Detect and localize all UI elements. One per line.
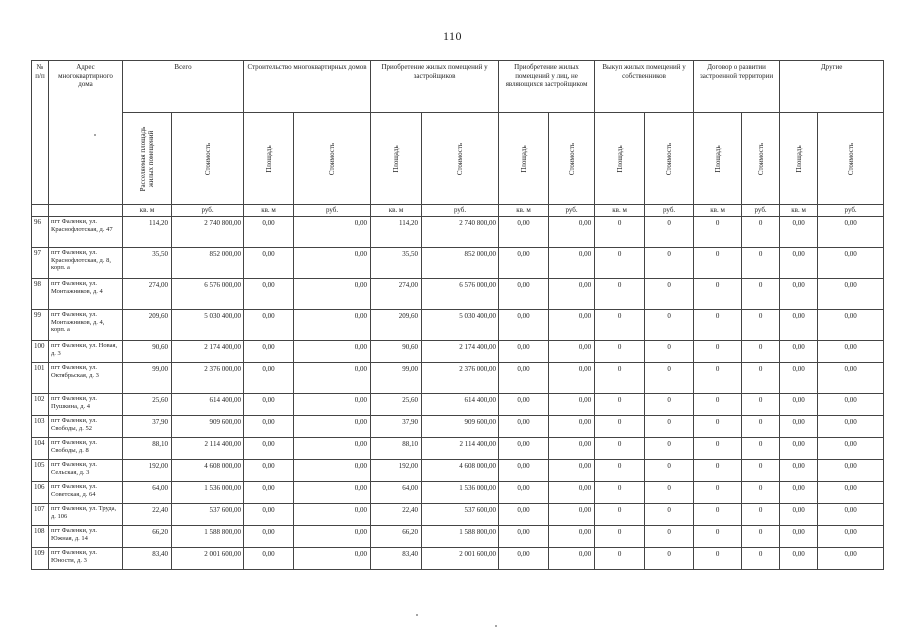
unit-label: руб. xyxy=(172,205,244,217)
subheader-cost-label: Стоимость xyxy=(456,142,465,175)
unit-label: руб. xyxy=(549,205,595,217)
row-value: 0,00 xyxy=(294,310,371,341)
row-value: 1 588 800,00 xyxy=(422,526,499,548)
row-value: 22,40 xyxy=(371,504,422,526)
row-address: пгт Фаленки, ул. Свободы, д. 8 xyxy=(49,438,123,460)
table-row xyxy=(32,341,884,363)
row-address: пгт Фаленки, ул. Юности, д. 3 xyxy=(49,548,123,570)
row-value: 0 xyxy=(694,548,742,570)
header-group: Строительство многоквартирных домов xyxy=(244,61,371,113)
row-value: 0,00 xyxy=(244,279,294,310)
row-value: 0,00 xyxy=(499,248,549,279)
row-value: 0,00 xyxy=(244,416,294,438)
header-group: Другие xyxy=(780,61,884,113)
row-area-total: 99,00 xyxy=(123,363,172,394)
row-value: 0,00 xyxy=(499,548,549,570)
row-value: 0 xyxy=(742,363,780,394)
row-value: 0 xyxy=(694,460,742,482)
subheader-area-label: Площадь xyxy=(794,144,803,173)
row-value: 0,00 xyxy=(818,363,884,394)
row-value: 0,00 xyxy=(549,416,595,438)
row-value: 88,10 xyxy=(371,438,422,460)
row-value: 0,00 xyxy=(818,504,884,526)
subheader-cost xyxy=(742,113,780,205)
row-value: 0,00 xyxy=(818,248,884,279)
row-value: 66,20 xyxy=(371,526,422,548)
row-value: 0 xyxy=(742,217,780,248)
row-value: 0,00 xyxy=(294,548,371,570)
unit-label: кв. м xyxy=(780,205,818,217)
subheader-area xyxy=(595,113,645,205)
row-value: 0,00 xyxy=(294,438,371,460)
row-value: 0 xyxy=(742,438,780,460)
row-value: 0,00 xyxy=(780,248,818,279)
row-value: 0 xyxy=(645,279,694,310)
row-value: 0 xyxy=(742,526,780,548)
row-number: 97 xyxy=(32,248,49,279)
row-value: 0,00 xyxy=(780,394,818,416)
row-number: 105 xyxy=(32,460,49,482)
row-value: 0,00 xyxy=(499,363,549,394)
table-row xyxy=(32,438,884,460)
row-value: 537 600,00 xyxy=(422,504,499,526)
row-value: 4 608 000,00 xyxy=(422,460,499,482)
row-address: пгт Фаленки, ул. Краснофлотская, д. 47 xyxy=(49,217,123,248)
row-value: 37,90 xyxy=(371,416,422,438)
row-value: 0,00 xyxy=(499,526,549,548)
row-number: 98 xyxy=(32,279,49,310)
row-value: 0 xyxy=(645,394,694,416)
table-row xyxy=(32,279,884,310)
row-value: 0 xyxy=(694,394,742,416)
row-value: 0,00 xyxy=(818,526,884,548)
row-value: 0 xyxy=(645,504,694,526)
table-row xyxy=(32,217,884,248)
row-value: 0,00 xyxy=(818,460,884,482)
row-address: пгт Фаленки, ул. Советская, д. 64 xyxy=(49,482,123,504)
row-value: 0 xyxy=(742,279,780,310)
row-value: 0,00 xyxy=(499,279,549,310)
row-value: 0,00 xyxy=(499,482,549,504)
header-address: Адрес многоквартирного дома xyxy=(49,61,123,205)
subheader-cost xyxy=(645,113,694,205)
row-value: 0,00 xyxy=(549,341,595,363)
row-value: 0,00 xyxy=(549,548,595,570)
header-group: Приобретение жилых помещений у застройщиков xyxy=(371,61,499,113)
subheader-area xyxy=(123,113,172,205)
row-cost-total: 1 588 800,00 xyxy=(172,526,244,548)
unit-label: кв. м xyxy=(694,205,742,217)
row-value: 0,00 xyxy=(244,363,294,394)
subheader-cost-label: Стоимость xyxy=(846,142,855,175)
row-value: 0 xyxy=(645,416,694,438)
row-value: 0 xyxy=(595,217,645,248)
row-value: 0,00 xyxy=(549,504,595,526)
row-value: 0,00 xyxy=(244,341,294,363)
row-value: 0 xyxy=(694,438,742,460)
row-value: 0 xyxy=(742,548,780,570)
row-address: пгт Фаленки, ул. Краснофлотская, д. 8, корп. а xyxy=(49,248,123,279)
row-value: 0 xyxy=(742,341,780,363)
row-value: 0,00 xyxy=(818,217,884,248)
row-value: 0,00 xyxy=(244,526,294,548)
subheader-cost xyxy=(422,113,499,205)
row-value: 0,00 xyxy=(780,341,818,363)
row-area-total: 209,60 xyxy=(123,310,172,341)
row-value: 0 xyxy=(694,416,742,438)
row-value: 0,00 xyxy=(499,460,549,482)
row-value: 0 xyxy=(742,482,780,504)
subheader-cost-label: Стоимость xyxy=(328,142,337,175)
row-value: 0,00 xyxy=(294,460,371,482)
row-value: 0,00 xyxy=(780,438,818,460)
row-value: 0,00 xyxy=(549,394,595,416)
row-number: 106 xyxy=(32,482,49,504)
row-cost-total: 537 600,00 xyxy=(172,504,244,526)
row-value: 0,00 xyxy=(294,279,371,310)
row-value: 0,00 xyxy=(780,482,818,504)
row-value: 0 xyxy=(595,310,645,341)
row-number: 100 xyxy=(32,341,49,363)
subheader-area-label: Площадь xyxy=(392,144,401,173)
row-value: 0 xyxy=(694,363,742,394)
table-row xyxy=(32,482,884,504)
row-value: 614 400,00 xyxy=(422,394,499,416)
row-value: 0 xyxy=(595,504,645,526)
row-value: 0,00 xyxy=(818,482,884,504)
row-area-total: 114,20 xyxy=(123,217,172,248)
unit-label: руб. xyxy=(742,205,780,217)
row-value: 0 xyxy=(694,526,742,548)
row-value: 0,00 xyxy=(244,548,294,570)
subheader-area-label: Площадь xyxy=(519,144,528,173)
row-value: 2 114 400,00 xyxy=(422,438,499,460)
table-row xyxy=(32,248,884,279)
row-value: 0,00 xyxy=(818,279,884,310)
row-value: 0 xyxy=(645,341,694,363)
unit-label: руб. xyxy=(818,205,884,217)
row-value: 0,00 xyxy=(294,504,371,526)
row-value: 0,00 xyxy=(818,416,884,438)
row-value: 0,00 xyxy=(818,394,884,416)
row-value: 0,00 xyxy=(499,341,549,363)
row-value: 114,20 xyxy=(371,217,422,248)
row-number: 99 xyxy=(32,310,49,341)
row-cost-total: 2 114 400,00 xyxy=(172,438,244,460)
row-value: 0 xyxy=(645,217,694,248)
row-cost-total: 1 536 000,00 xyxy=(172,482,244,504)
row-value: 0,00 xyxy=(499,504,549,526)
row-area-total: 64,00 xyxy=(123,482,172,504)
row-value: 35,50 xyxy=(371,248,422,279)
row-area-total: 35,50 xyxy=(123,248,172,279)
subheader-area xyxy=(499,113,549,205)
row-value: 0,00 xyxy=(244,438,294,460)
row-value: 0,00 xyxy=(549,438,595,460)
row-value: 274,00 xyxy=(371,279,422,310)
subheader-area-label: Расселяемая площадь жилых помещений xyxy=(139,126,155,191)
row-value: 0 xyxy=(595,363,645,394)
row-value: 6 576 000,00 xyxy=(422,279,499,310)
row-number: 108 xyxy=(32,526,49,548)
row-area-total: 192,00 xyxy=(123,460,172,482)
row-value: 0 xyxy=(595,460,645,482)
row-value: 0,00 xyxy=(294,416,371,438)
row-value: 0 xyxy=(595,482,645,504)
row-value: 0,00 xyxy=(780,416,818,438)
row-cost-total: 852 000,00 xyxy=(172,248,244,279)
row-cost-total: 909 600,00 xyxy=(172,416,244,438)
row-value: 0 xyxy=(742,460,780,482)
table-row xyxy=(32,416,884,438)
row-value: 0 xyxy=(645,548,694,570)
row-value: 99,00 xyxy=(371,363,422,394)
subheader-cost xyxy=(172,113,244,205)
row-value: 0,00 xyxy=(499,394,549,416)
row-value: 0 xyxy=(645,310,694,341)
subheader-area-label: Площадь xyxy=(713,144,722,173)
row-cost-total: 5 030 400,00 xyxy=(172,310,244,341)
row-area-total: 37,90 xyxy=(123,416,172,438)
row-address: пгт Фаленки, ул. Монтажников, д. 4, корп. а xyxy=(49,310,123,341)
row-value: 0,00 xyxy=(818,548,884,570)
row-value: 0,00 xyxy=(549,363,595,394)
row-value: 0,00 xyxy=(244,460,294,482)
subheader-cost xyxy=(549,113,595,205)
scan-speck xyxy=(94,134,96,136)
row-value: 0,00 xyxy=(549,460,595,482)
row-value: 0 xyxy=(742,394,780,416)
row-value: 192,00 xyxy=(371,460,422,482)
table-row xyxy=(32,504,884,526)
row-area-total: 22,40 xyxy=(123,504,172,526)
row-address: пгт Фаленки, ул. Южная, д. 14 xyxy=(49,526,123,548)
row-value: 0,00 xyxy=(294,394,371,416)
row-value: 0,00 xyxy=(244,310,294,341)
unit-label: кв. м xyxy=(499,205,549,217)
row-value: 0,00 xyxy=(499,310,549,341)
scan-speck xyxy=(495,625,497,627)
row-value: 2 001 600,00 xyxy=(422,548,499,570)
row-value: 0,00 xyxy=(780,217,818,248)
unit-label: руб. xyxy=(645,205,694,217)
row-value: 0 xyxy=(645,460,694,482)
row-value: 0,00 xyxy=(549,248,595,279)
row-value: 2 376 000,00 xyxy=(422,363,499,394)
row-value: 0 xyxy=(742,248,780,279)
table-row xyxy=(32,460,884,482)
table-row xyxy=(32,526,884,548)
row-value: 909 600,00 xyxy=(422,416,499,438)
row-area-total: 274,00 xyxy=(123,279,172,310)
row-address: пгт Фаленки, ул. Монтажников, д. 4 xyxy=(49,279,123,310)
header-group: Всего xyxy=(123,61,244,113)
resettlement-table xyxy=(31,60,884,570)
unit-label: кв. м xyxy=(371,205,422,217)
row-cost-total: 6 576 000,00 xyxy=(172,279,244,310)
table-row xyxy=(32,310,884,341)
unit-label: кв. м xyxy=(123,205,172,217)
row-value: 0,00 xyxy=(549,482,595,504)
row-value: 0 xyxy=(595,548,645,570)
row-value: 0 xyxy=(694,341,742,363)
row-value: 0 xyxy=(645,438,694,460)
row-area-total: 25,60 xyxy=(123,394,172,416)
row-address: пгт Фаленки, ул. Новая, д. 3 xyxy=(49,341,123,363)
subheader-cost xyxy=(818,113,884,205)
row-value: 0,00 xyxy=(244,504,294,526)
row-number: 104 xyxy=(32,438,49,460)
row-cost-total: 2 174 400,00 xyxy=(172,341,244,363)
row-value: 0 xyxy=(694,482,742,504)
subheader-area xyxy=(780,113,818,205)
row-value: 0,00 xyxy=(244,482,294,504)
row-value: 0 xyxy=(742,416,780,438)
subheader-area xyxy=(371,113,422,205)
row-value: 2 740 800,00 xyxy=(422,217,499,248)
row-area-total: 83,40 xyxy=(123,548,172,570)
row-value: 0 xyxy=(694,310,742,341)
header-number: № п/п xyxy=(32,61,49,205)
row-cost-total: 614 400,00 xyxy=(172,394,244,416)
row-area-total: 88,10 xyxy=(123,438,172,460)
row-value: 0 xyxy=(595,341,645,363)
row-value: 0,00 xyxy=(780,279,818,310)
row-value: 0,00 xyxy=(294,363,371,394)
row-value: 0,00 xyxy=(780,526,818,548)
unit-label: кв. м xyxy=(244,205,294,217)
header-group: Выкуп жилых помещений у собственников xyxy=(595,61,694,113)
row-value: 0,00 xyxy=(780,310,818,341)
row-value: 0 xyxy=(694,504,742,526)
row-number: 96 xyxy=(32,217,49,248)
subheader-cost-label: Стоимость xyxy=(567,142,576,175)
row-value: 0,00 xyxy=(499,217,549,248)
row-value: 0,00 xyxy=(549,279,595,310)
row-value: 0,00 xyxy=(499,416,549,438)
row-address: пгт Фаленки, ул. Октябрьская, д. 3 xyxy=(49,363,123,394)
row-address: пгт Фаленки, ул. Сельская, д. 3 xyxy=(49,460,123,482)
row-value: 0,00 xyxy=(549,217,595,248)
subheader-cost-label: Стоимость xyxy=(756,142,765,175)
row-value: 0,00 xyxy=(780,363,818,394)
row-area-total: 66,20 xyxy=(123,526,172,548)
row-value: 0,00 xyxy=(499,438,549,460)
row-value: 0,00 xyxy=(818,310,884,341)
row-value: 0,00 xyxy=(780,548,818,570)
row-value: 0 xyxy=(595,279,645,310)
row-value: 0,00 xyxy=(549,310,595,341)
row-value: 0 xyxy=(595,416,645,438)
row-value: 0 xyxy=(645,248,694,279)
row-value: 0 xyxy=(645,482,694,504)
unit-label: руб. xyxy=(294,205,371,217)
unit-blank xyxy=(49,205,123,217)
row-value: 0 xyxy=(694,279,742,310)
row-cost-total: 2 001 600,00 xyxy=(172,548,244,570)
row-value: 0 xyxy=(595,248,645,279)
header-group: Договор о развитии застроенной территории xyxy=(694,61,780,113)
row-cost-total: 4 608 000,00 xyxy=(172,460,244,482)
row-value: 0 xyxy=(742,310,780,341)
row-value: 852 000,00 xyxy=(422,248,499,279)
row-value: 0,00 xyxy=(294,526,371,548)
row-value: 0,00 xyxy=(294,482,371,504)
row-value: 0 xyxy=(595,526,645,548)
row-cost-total: 2 740 800,00 xyxy=(172,217,244,248)
row-value: 0 xyxy=(645,363,694,394)
row-value: 0 xyxy=(694,217,742,248)
row-value: 0 xyxy=(595,438,645,460)
table-row xyxy=(32,394,884,416)
subheader-area xyxy=(694,113,742,205)
row-value: 0 xyxy=(595,394,645,416)
row-number: 103 xyxy=(32,416,49,438)
row-value: 0,00 xyxy=(294,217,371,248)
row-number: 102 xyxy=(32,394,49,416)
row-value: 5 030 400,00 xyxy=(422,310,499,341)
unit-label: кв. м xyxy=(595,205,645,217)
table-row xyxy=(32,548,884,570)
row-number: 109 xyxy=(32,548,49,570)
row-value: 0 xyxy=(694,248,742,279)
subheader-cost-label: Стоимость xyxy=(203,142,212,175)
subheader-area-label: Площадь xyxy=(264,144,273,173)
row-value: 64,00 xyxy=(371,482,422,504)
row-value: 25,60 xyxy=(371,394,422,416)
row-value: 0,00 xyxy=(244,248,294,279)
row-value: 0,00 xyxy=(780,504,818,526)
row-value: 0,00 xyxy=(244,394,294,416)
header-group: Приобретение жилых помещений у лиц, не являющихся застройщиком xyxy=(499,61,595,113)
row-address: пгт Фаленки, ул. Труда, д. 106 xyxy=(49,504,123,526)
row-number: 107 xyxy=(32,504,49,526)
row-value: 0,00 xyxy=(818,438,884,460)
row-value: 0,00 xyxy=(294,248,371,279)
row-value: 0,00 xyxy=(244,217,294,248)
row-value: 0,00 xyxy=(294,341,371,363)
subheader-area xyxy=(244,113,294,205)
row-value: 0 xyxy=(742,504,780,526)
row-address: пгт Фаленки, ул. Пушкина, д. 4 xyxy=(49,394,123,416)
row-area-total: 90,60 xyxy=(123,341,172,363)
row-number: 101 xyxy=(32,363,49,394)
subheader-cost-label: Стоимость xyxy=(665,142,674,175)
row-value: 0,00 xyxy=(818,341,884,363)
row-value: 0 xyxy=(645,526,694,548)
row-value: 0,00 xyxy=(780,460,818,482)
row-value: 2 174 400,00 xyxy=(422,341,499,363)
table-row xyxy=(32,363,884,394)
scan-speck xyxy=(416,614,418,616)
row-value: 209,60 xyxy=(371,310,422,341)
row-value: 90,60 xyxy=(371,341,422,363)
subheader-cost xyxy=(294,113,371,205)
unit-label: руб. xyxy=(422,205,499,217)
page-number: 110 xyxy=(442,29,463,43)
unit-blank xyxy=(32,205,49,217)
row-cost-total: 2 376 000,00 xyxy=(172,363,244,394)
row-value: 0,00 xyxy=(549,526,595,548)
row-value: 1 536 000,00 xyxy=(422,482,499,504)
subheader-area-label: Площадь xyxy=(615,144,624,173)
row-value: 83,40 xyxy=(371,548,422,570)
row-address: пгт Фаленки, ул. Свободы, д. 52 xyxy=(49,416,123,438)
